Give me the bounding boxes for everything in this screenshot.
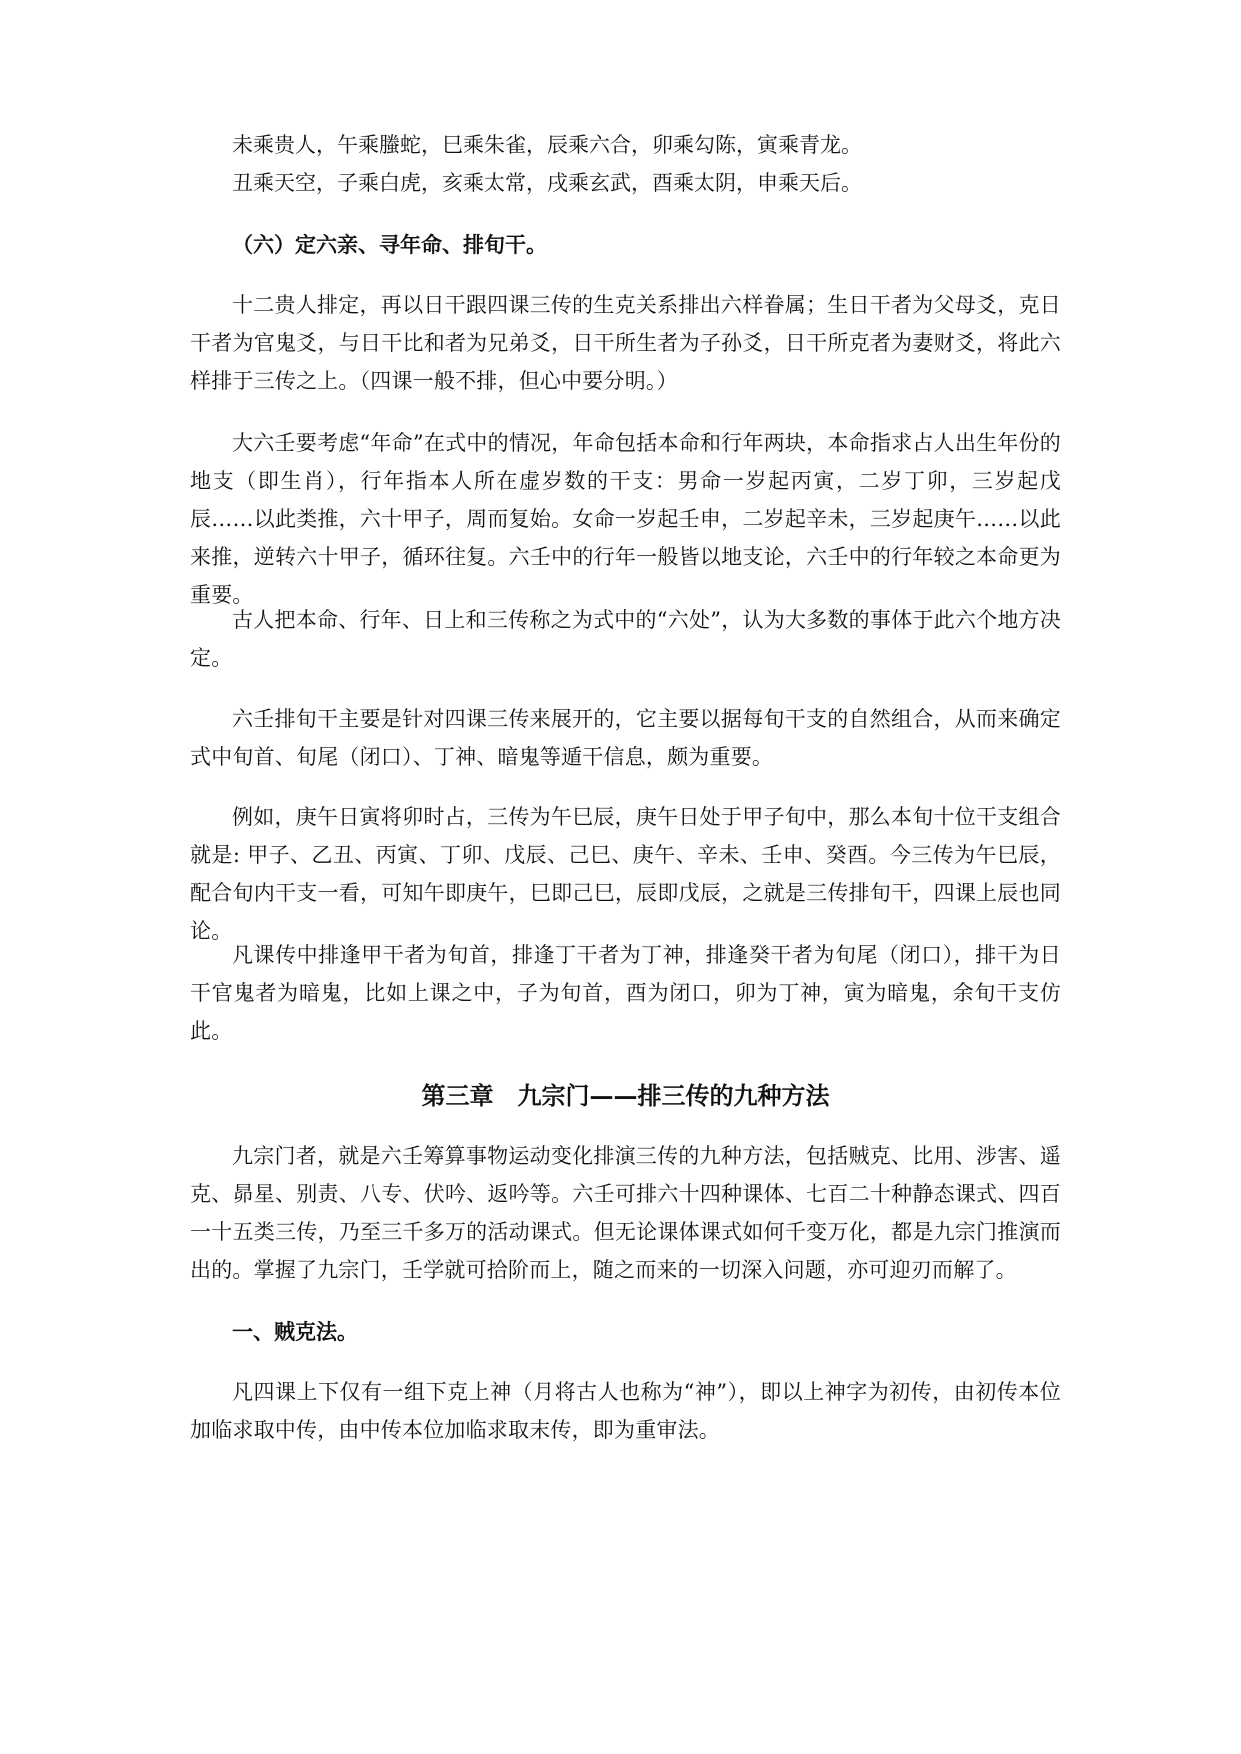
paragraph-zeike: 凡四课上下仅有一组下克上神（月将古人也称为“神”），即以上神字为初传，由初传本位加临求取中传，由中传本位加临求取末传，即为重审法。 — [190, 1380, 1061, 1442]
paragraph-liuqin: 十二贵人排定，再以日干跟四课三传的生克关系排出六样眷属；生日干者为父母爻，克日干者为官鬼爻，与日干比和者为兄弟爻，日干所生者为子孙爻，日干所克者为妻财爻，将此六样排于三传之上。（四课一般不排，但心中要分明。） — [190, 293, 1061, 393]
section-heading-six: （六）定六亲、寻年命、排旬干。 — [232, 232, 547, 257]
paragraph-jiuzongmen: 九宗门者，就是六壬筹算事物运动变化排演三传的九种方法，包括贼克、比用、涉害、遥克、昴星、别责、八专、伏吟、返吟等。六壬可排六十四种课体、七百二十种静态课式、四百一十五类三传，乃至三千多万的活动课式。但无论课体课式如何千变万化，都是九宗门推演而出的。掌握了九宗门，壬学就可拾阶而上，随之而来的一切深入问题，亦可迎刃而解了。 — [190, 1144, 1061, 1282]
text-line-nobles-1: 未乘贵人，午乘螣蛇，巳乘朱雀，辰乘六合，卯乘勾陈，寅乘青龙。 — [232, 133, 862, 157]
section-heading-zeike: 一、贼克法。 — [232, 1319, 358, 1344]
paragraph-xungan: 六壬排旬干主要是针对四课三传来展开的，它主要以据每旬干支的自然组合，从而来确定式中旬首、旬尾（闭口）、丁神、暗鬼等遁干信息，颇为重要。 — [190, 707, 1061, 769]
paragraph-nianming: 大六壬要考虑“年命”在式中的情况，年命包括本命和行年两块，本命指求占人出生年份的地支（即生肖），行年指本人所在虚岁数的干支：男命一岁起丙寅，二岁丁卯，三岁起戊辰……以此类推，六十甲子，周而复始。女命一岁起壬申，二岁起辛未，三岁起庚午……以此来推，逆转六十甲子，循环往复。六壬中的行年一般皆以地支论，六壬中的行年较之本命更为重要。 — [190, 431, 1061, 607]
text-line-nobles-2: 丑乘天空，子乘白虎，亥乘太常，戌乘玄武，酉乘太阴，申乘天后。 — [232, 171, 862, 195]
paragraph-example: 例如，庚午日寅将卯时占，三传为午巳辰，庚午日处于甲子旬中，那么本旬十位干支组合就是: 甲子、乙丑、丙寅、丁卯、戊辰、己巳、庚午、辛未、壬申、癸酉。今三传为午巳辰，配合旬内干支一看，可知午即庚午，巳即己巳，辰即戊辰，之就是三传排旬干，四课上辰也同论。 — [190, 805, 1061, 943]
paragraph-xunshou: 凡课传中排逢甲干者为旬首，排逢丁干者为丁神，排逢癸干者为旬尾（闭口），排干为日干官鬼者为暗鬼，比如上课之中，子为旬首，酉为闭口，卯为丁神，寅为暗鬼，余旬干支仿此。 — [190, 943, 1061, 1043]
paragraph-liuchu: 古人把本命、行年、日上和三传称之为式中的“六处”，认为大多数的事体于此六个地方决定。 — [190, 608, 1061, 670]
chapter-title: 第三章 九宗门——排三传的九种方法 — [421, 1081, 830, 1110]
